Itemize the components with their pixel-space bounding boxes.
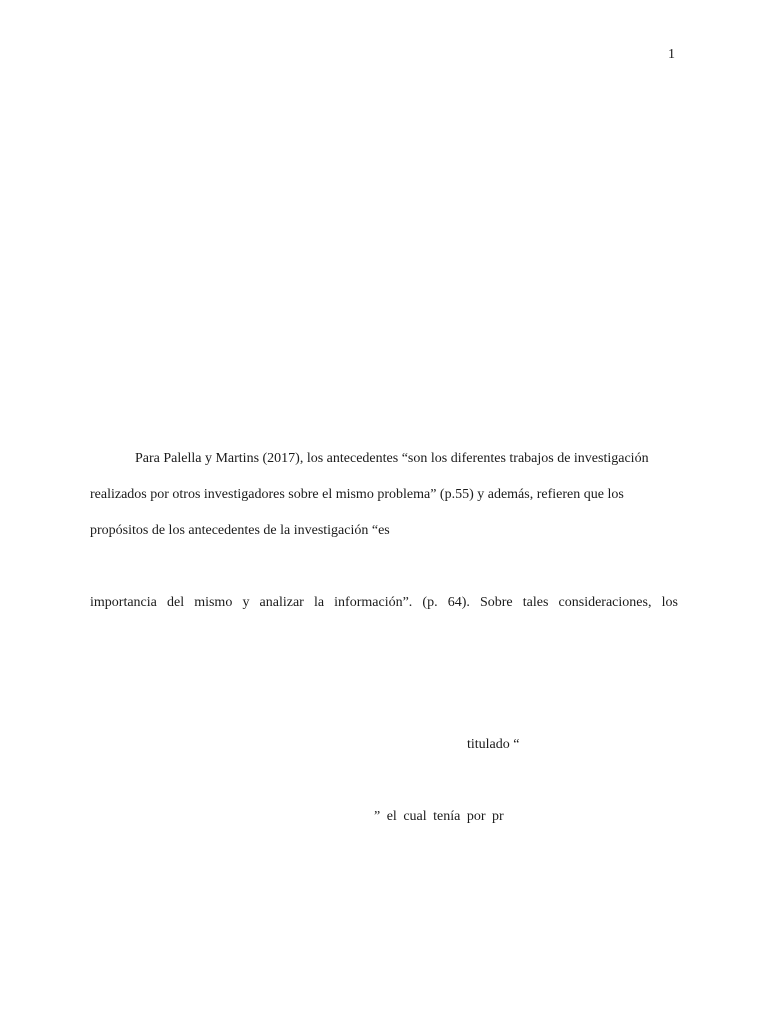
word: y	[242, 595, 250, 610]
text-fragment-titulado: titulado “	[467, 737, 520, 752]
word: consideraciones,	[558, 595, 652, 610]
paragraph-line-4	[90, 594, 678, 612]
word: del	[166, 595, 185, 610]
word: (p.	[422, 595, 438, 610]
word: información”.	[334, 595, 413, 610]
paragraph-line-3: propósitos de los antecedentes de la investigación “es	[90, 523, 390, 538]
word: tales	[522, 595, 549, 610]
paragraph-line-2: realizados por otros investigadores sobre el mismo problema” (p.55) y además, refieren que los	[90, 487, 624, 502]
word: mismo	[194, 595, 233, 610]
paragraph-line-1: Para Palella y Martins (2017), los antecedentes “son los diferentes trabajos de investigación	[135, 451, 649, 466]
text-fragment-cual: ” el cual tenía por pr	[374, 809, 504, 824]
word: los	[661, 595, 678, 610]
word: Sobre	[479, 595, 513, 610]
page-number: 1	[668, 47, 675, 62]
word: 64).	[447, 595, 470, 610]
word: importancia	[90, 595, 157, 610]
word: analizar	[259, 595, 304, 610]
word: la	[313, 595, 325, 610]
